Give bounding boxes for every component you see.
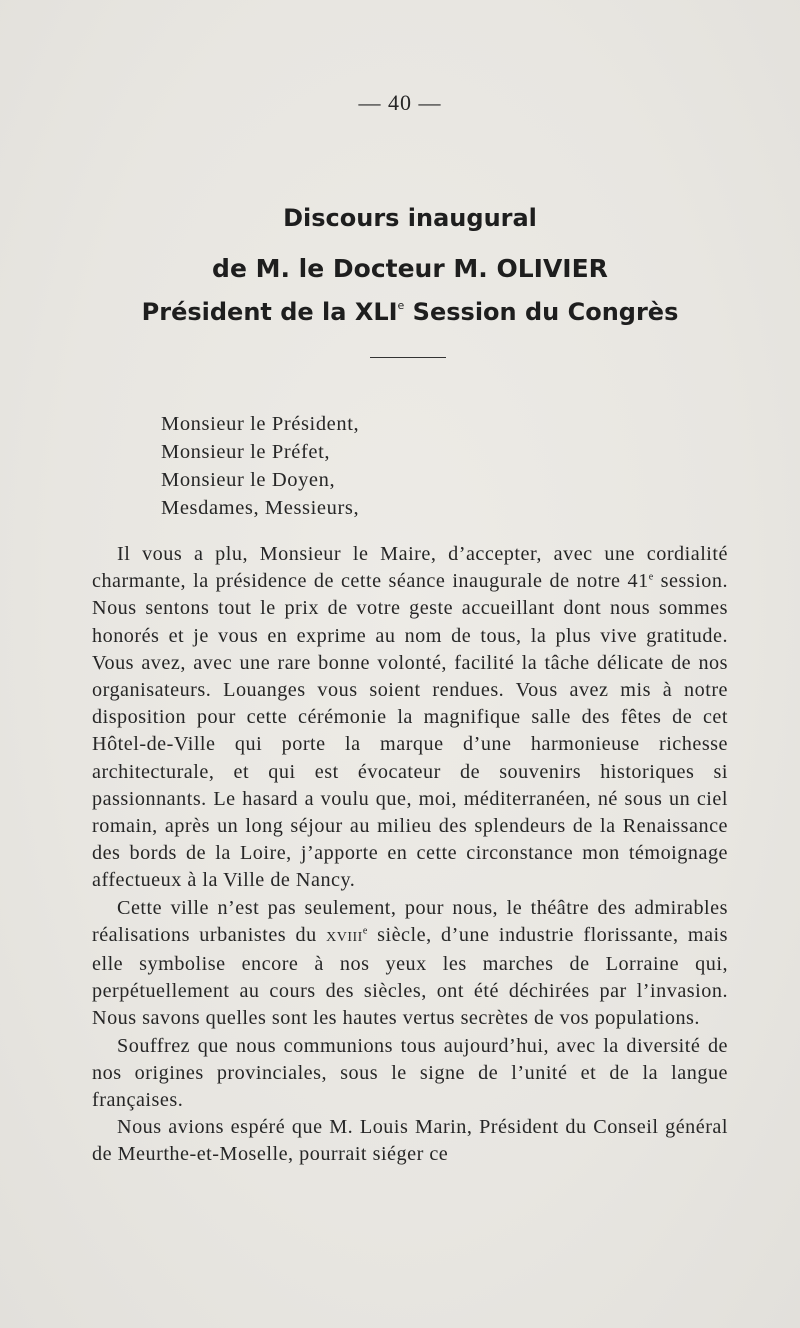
title-line-2: de M. le Docteur M. OLIVIER: [212, 254, 608, 283]
century-numeral: XVIII: [326, 929, 363, 945]
paragraph-2-part-b: siècle, d’une industrie florissante, mais elle symbolise encore à nos yeux les marches de Lorraine qui, perpétuellement au cours des siècles, ont été déchirées par l’invasion. Nous savons quelles sont les hautes vertus secrètes de vos populations.: [92, 923, 728, 1030]
paragraph-1: [92, 541, 728, 895]
title-line-3-rest: Session du Congrès: [404, 298, 679, 326]
paragraph-3: Souffrez que nous communions tous aujourd’hui, avec la diversité de nos origines provinciales, sous le signe de l’unité et de la langue françaises.: [92, 1034, 728, 1112]
separator-rule: [370, 357, 446, 358]
title-line-3-main: Président de la XLI: [141, 298, 398, 326]
title-line-1: Discours inaugural: [283, 204, 537, 232]
salutation-line: Mesdames, Messieurs,: [161, 497, 360, 519]
salutations: [161, 410, 359, 522]
paragraph-4: Nous avions espéré que M. Louis Marin, Président du Conseil général de Meurthe-et-Moselle, pourrait siéger ce: [92, 1116, 728, 1166]
paragraph-2-part-a: Cette ville n’est pas seulement, pour nous, le théâtre des admirables réalisations urbanistes du: [92, 896, 728, 946]
page-number: — 40 —: [358, 90, 442, 115]
paragraph-2-superscript: e: [362, 925, 368, 937]
title-line-3: [0, 298, 800, 326]
paragraph-1-superscript: e: [648, 571, 654, 583]
paragraph-2: [92, 895, 728, 1033]
paragraph-1-part-b: session. Nous sentons tout le prix de votre geste accueillant dont nous sommes honorés et je vous en exprime au nom de tous, la plus vive gratitude. Vous avez, avec une rare bonne volonté, facilité la tâche délicate de nos organisateurs. Louanges vous soient rendues. Vous avez mis à notre disposition pour cette cérémonie la magnifique salle des fêtes de cet Hôtel-de-Ville qui porte la marque d’une harmonieuse richesse architecturale, et qui est évocateur de souvenirs historiques si passionnants. Le hasard a voulu que, moi, méditerranéen, né sous un ciel romain, après un long séjour au milieu des splendeurs de la Renaissance des bords de la Loire, j’apporte en cette circonstance mon témoignage affectueux à la Ville de Nancy.: [92, 570, 728, 892]
paragraph-1-part-a: Il vous a plu, Monsieur le Maire, d’accepter, avec une cordialité charmante, la présidence de cette séance inaugurale de notre 41: [92, 543, 728, 593]
salutation-line: Monsieur le Doyen,: [161, 469, 336, 491]
title-line-3-superscript: e: [397, 299, 405, 312]
salutation-line: Monsieur le Président,: [161, 413, 360, 435]
salutation-line: Monsieur le Préfet,: [161, 441, 331, 463]
body-text: [92, 541, 728, 1169]
